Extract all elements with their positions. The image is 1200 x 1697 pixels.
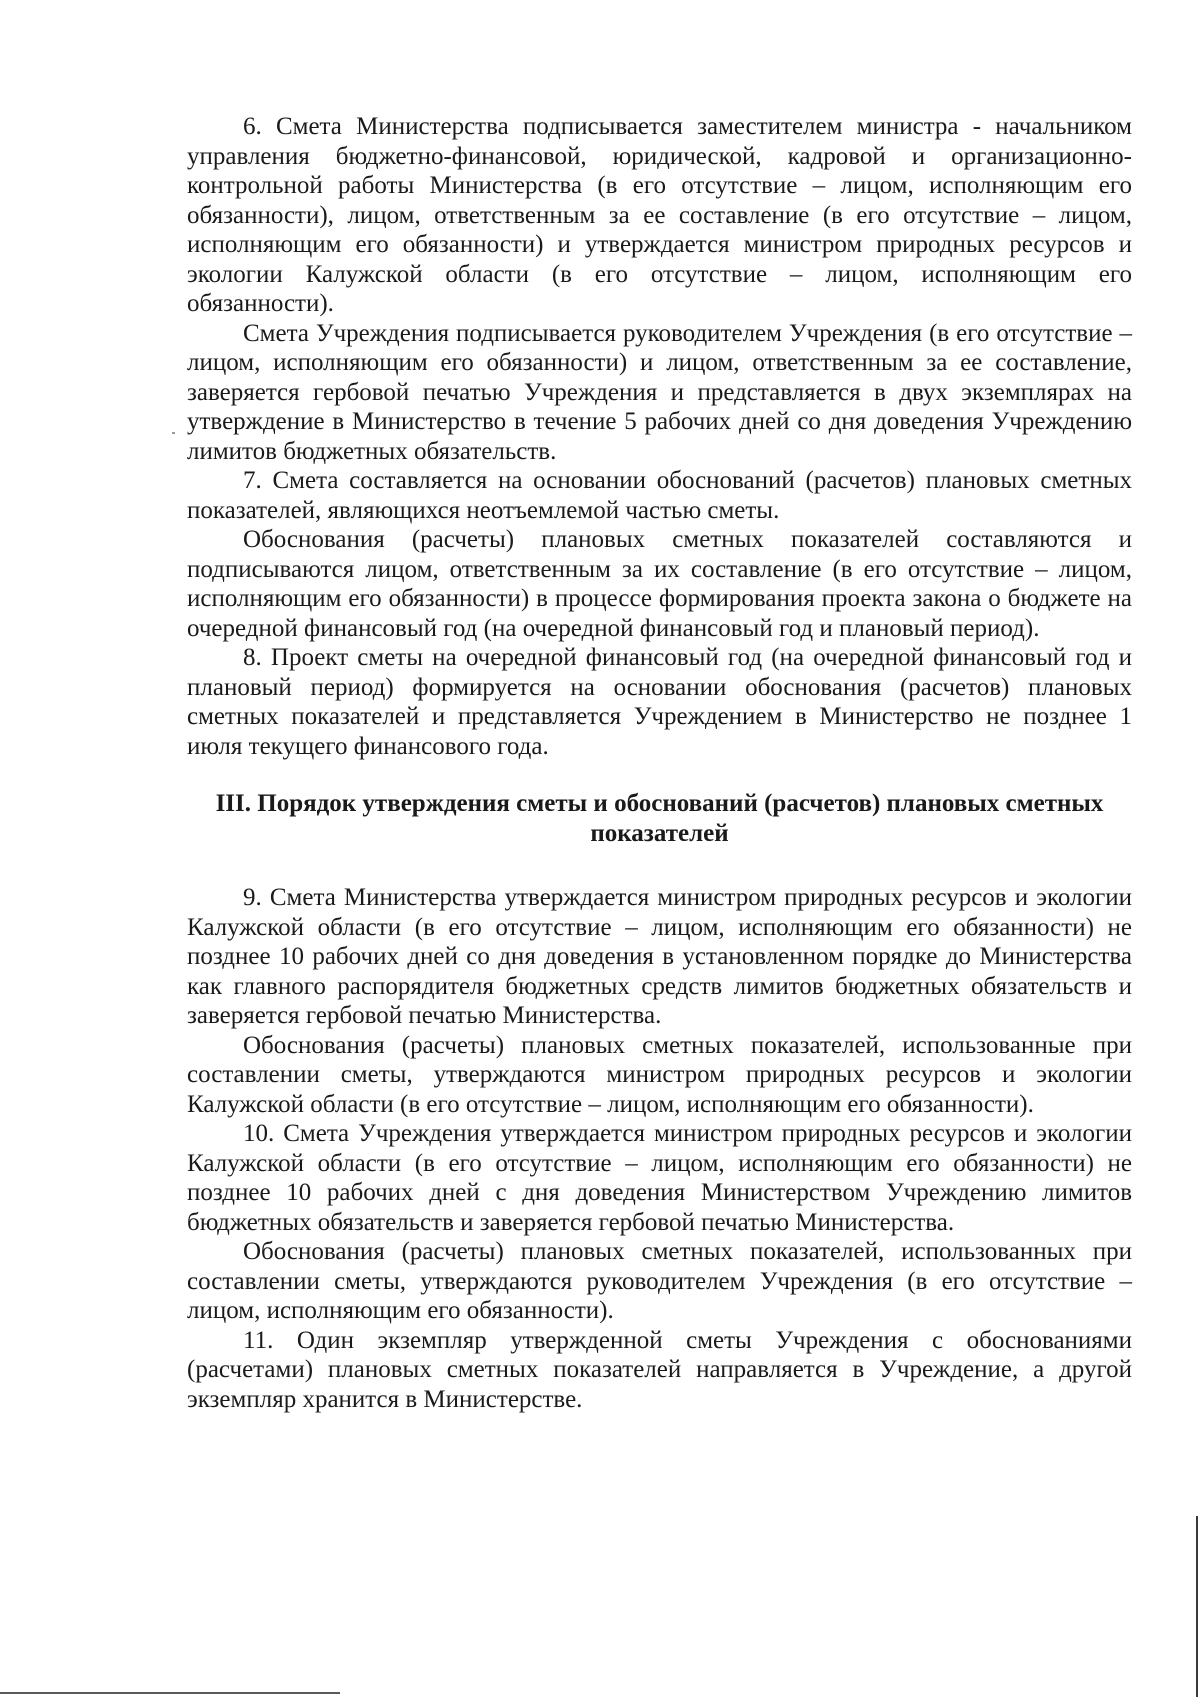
scan-speck [172,432,175,434]
paragraph-item-6: 6. Смета Министерства подписывается заместителем министра - начальником управления бюджетно-финансовой, юридической, кадровой и организационно-контрольной работы Министерства (в его отсутствие – лицом, исполняющим его обязанности), лицом, ответственным за ее составление (в его отсутствие – лицом, исполняющим его обязанности) и утверждается министром природных ресурсов и экологии Калужской области (в его отсутствие – лицом, исполняющим его обязанности). [187,113,1132,317]
paragraph-item-9: 9. Смета Министерства утверждается министром природных ресурсов и экологии Калужской области (в его отсутствие – лицом, исполняющим его обязанности) не позднее 10 рабочих дней со дня доведения в установленном порядке до Министерства как главного распорядителя бюджетных средств лимитов бюджетных обязательств и заверяется гербовой печатью Министерства. [187,884,1132,1029]
paragraph-justifications-signing: Обоснования (расчеты) плановых сметных показателей составляются и подписываются лицом, ответственным за их составление (в его отсутствие – лицом, исполняющим его обязанности) в процессе формирования проекта закона о бюджете на очередной финансовый год (на очередной финансовый год и плановый период). [187,526,1132,642]
paragraph-institution-estimate-signing: Смета Учреждения подписывается руководителем Учреждения (в его отсутствие – лицом, исполняющим его обязанности) и лицом, ответственным за ее составление, заверяется гербовой печатью Учреждения и представляется в двух экземплярах на утверждение в Министерство в течение 5 рабочих дней со дня доведения Учреждению лимитов бюджетных обязательств. [187,319,1132,465]
scan-edge-right [1196,1516,1198,1697]
document-body [187,112,1132,1414]
paragraph-item-10: 10. Смета Учреждения утверждается министром природных ресурсов и экологии Калужской области (в его отсутствие – лицом, исполняющим его обязанности) не позднее 10 рабочих дней с дня доведения Министерством Учреждению лимитов бюджетных обязательств и заверяется гербовой печатью Министерства. [187,1120,1132,1236]
section-heading: III. Порядок утверждения сметы и обоснований (расчетов) плановых сметных показателей [215,790,1104,847]
paragraph-item-8: 8. Проект сметы на очередной финансовый год (на очередной финансовый год и плановый период) формируется на основании обоснования (расчетов) плановых сметных показателей и представляется Учреждением в Министерство не позднее 1 июля текущего финансового года. [187,644,1132,760]
paragraph-ministry-justifications-approval: Обоснования (расчеты) плановых сметных показателей, использованные при составлении сметы, утверждаются министром природных ресурсов и экологии Калужской области (в его отсутствие – лицом, исполняющим его обязанности). [187,1031,1132,1118]
scan-edge-bottom [0,1692,340,1694]
paragraph-institution-justifications-approval: Обоснования (расчеты) плановых сметных показателей, использованных при составлении сметы, утверждаются руководителем Учреждения (в его отсутствие – лицом, исполняющим его обязанности). [187,1238,1132,1324]
paragraph-item-7: 7. Смета составляется на основании обоснований (расчетов) плановых сметных показателей, являющихся неотъемлемой частью сметы. [187,467,1132,524]
paragraph-item-11: 11. Один экземпляр утвержденной сметы Учреждения с обоснованиями (расчетами) плановых сметных показателей направляется в Учреждение, а другой экземпляр хранится в Министерстве. [187,1326,1132,1413]
